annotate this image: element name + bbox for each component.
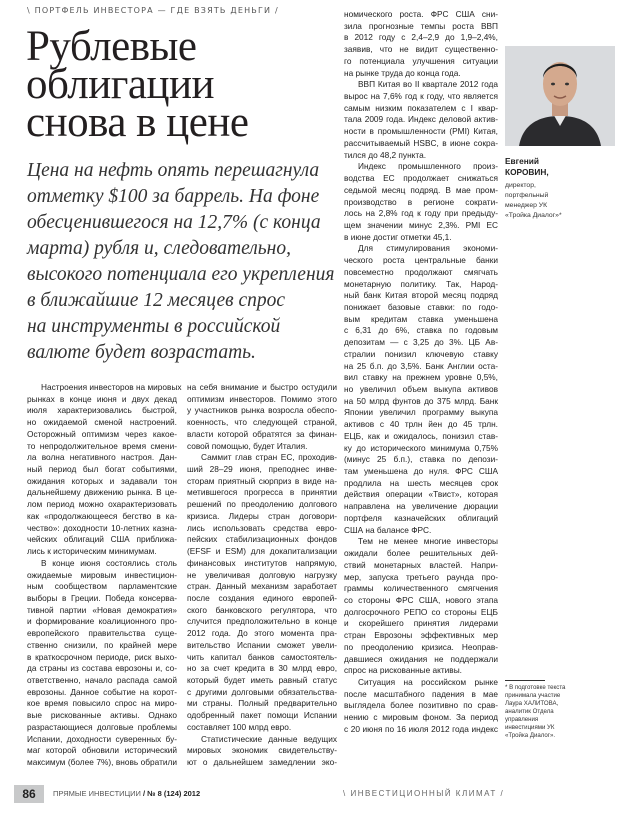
body-line: Для стимулирования экономи- — [358, 243, 498, 254]
body-line: ческого роста центральные банки — [344, 255, 498, 266]
body-line: повсеместно продолжают смягчать — [344, 266, 498, 277]
body-line: ственно снизили, по крайней мере — [27, 639, 177, 650]
footnote-line: аналитик Отдела — [505, 708, 554, 715]
body-line: В конце июня состоялись столь — [41, 557, 177, 568]
journal-name: ПРЯМЫЕ ИНВЕСТИЦИИ — [53, 789, 141, 798]
title-line: Рублевые — [26, 23, 197, 70]
body-line: Статистические данные ведущих — [201, 733, 337, 744]
body-line: самым низким показателем с I квар- — [344, 102, 498, 113]
journal-info — [53, 788, 200, 800]
body-line: Индекс промышленного произ- — [358, 161, 498, 172]
body-line: нению с мировым фоном. За период — [344, 712, 498, 723]
body-line: стран Еврозоны эффективных мер — [344, 630, 498, 641]
body-line: одобренный пакет помощи Испании — [187, 710, 337, 721]
body-line: ожидали более решительных дей- — [344, 548, 498, 559]
body-line: с 20 июня по 16 июля 2012 года индекс — [344, 723, 498, 734]
author-portrait-icon — [505, 46, 615, 146]
body-line: составляет 100 млрд евро. — [187, 721, 292, 732]
body-line: действия операции «Твист», которая — [344, 489, 498, 500]
body-line: ности в промышленности (PMI) Китая, — [344, 126, 498, 137]
body-line: тала 2009 года. Индекс деловой актив- — [344, 114, 498, 125]
body-line: с 6,31 до 6%, ставка по годовым — [344, 325, 498, 336]
body-line: ского банковского регулятора, что — [187, 604, 337, 615]
body-line: на себя внимание и быстро остудили — [187, 382, 337, 392]
body-line: да страны из состава еврозоны и, со- — [27, 663, 177, 674]
body-line: чить капитал банков самостоятель- — [187, 651, 337, 662]
footnote-divider — [505, 680, 545, 681]
body-line: лось на 2,8% год к году при предыду- — [344, 208, 498, 219]
body-line: Ситуация на российском рынке — [358, 676, 498, 687]
body-line: там уменьшена до нуля. ФРС США — [344, 466, 498, 477]
body-line: 2012 года. До этого момента пра- — [187, 628, 337, 639]
body-line: коенность, что следующей страной, — [187, 417, 337, 428]
body-line: маг которой обновили исторический — [27, 745, 177, 756]
body-line: но увеличил объем выкупа активов — [344, 384, 498, 394]
body-line: власти которой обратятся за финан- — [187, 428, 337, 439]
author-role-line: «Тройка Диалог»* — [505, 212, 562, 219]
body-line: ку до исторического минимума 0,75% — [344, 442, 498, 453]
body-line: ЕЦБ, как и ожидалось, понизил став- — [344, 430, 498, 441]
author-role-line: менеджер УК — [505, 202, 548, 209]
lead-line: марта) рубля и, следовательно, — [27, 238, 291, 259]
author-role — [505, 181, 562, 221]
footnote — [505, 684, 565, 740]
title-line: облигации — [26, 61, 215, 108]
body-line: сторам приятный сюрприз в виде на- — [187, 475, 337, 486]
body-line: Японии увеличил программу выкупа — [344, 407, 498, 418]
body-line: разрастающиеся долговые проблемы — [27, 721, 177, 732]
body-line: на 25 б.п. до 3,5%. Банк Англии оста- — [344, 360, 498, 371]
author-first-name: Евгений — [505, 156, 539, 166]
lead-line: валюте будет возрастать. — [27, 342, 256, 363]
body-line: граммы количественного смягчения — [344, 583, 498, 594]
body-line: у участников рынка возросла обеспо- — [187, 405, 337, 416]
body-line: го потенциала улучшения ситуации — [344, 55, 498, 66]
body-line: ший 28–29 июня, преподнес инве- — [187, 464, 337, 475]
title-line: снова в цене — [26, 99, 249, 146]
body-line: в июне достиг отметки 45,1. — [344, 231, 452, 242]
body-line: с другими долговыми обязательства- — [187, 686, 337, 697]
body-line: понижает базовые ставки: по годо- — [344, 301, 498, 312]
article-title — [26, 23, 326, 146]
body-line: стралии понизил ключевую ставку — [344, 348, 498, 359]
body-line: Осторожный оптимизм через какое- — [27, 428, 177, 439]
section-footer: \ ИНВЕСТИЦИОННЫЙ КЛИМАТ / — [343, 789, 505, 798]
body-line: тился до 48,2 пункта. — [344, 149, 427, 160]
footnote-line: принимала участие — [505, 692, 561, 699]
body-line: вил ставку на прежнем уровне 0,5%, — [344, 372, 498, 383]
body-line: на 50 млрд фунтов до 375 млрд. Банк — [344, 395, 498, 406]
body-line: после создания единого европей- — [187, 592, 337, 603]
body-line: случится предположительно в конце — [187, 616, 337, 627]
body-line: европейского правительства суще- — [27, 628, 177, 639]
section-rubric: \ ПОРТФЕЛЬ ИНВЕСТОРА — ГДЕ ВЗЯТЬ ДЕНЬГИ / — [27, 6, 279, 15]
body-column-1 — [27, 382, 182, 769]
author-role-line: портфельный — [505, 192, 549, 199]
author-last-name: КОРОВИН, — [505, 167, 549, 177]
body-line: но за счет кредита в 30 млрд евро, — [187, 663, 337, 674]
body-line: вырос на 7,6% год к году, что является — [344, 91, 498, 102]
body-line: седьмой месяц подряд. В мае пром- — [344, 184, 498, 195]
body-line: в 2012 году с 2,4–2,9 до 1,9–2,4%, — [344, 32, 498, 43]
body-line: ожидания которых и задавали тон — [27, 475, 177, 486]
body-line: чество»: доходности 10-летних казна- — [27, 522, 177, 533]
body-line: тивной партии «Новая демократия» — [27, 604, 177, 615]
lead-line: в ближайшие 12 месяцев спрос — [27, 290, 286, 311]
lead-line: высокого потенциала его укрепления — [27, 264, 335, 285]
body-line: пейских стабилизационных фондов — [187, 534, 337, 545]
body-line: кризиса. Лидеры стран договори- — [187, 510, 337, 521]
body-line: активов с 40 трлн йен до 45 трлн. — [344, 419, 498, 430]
body-line: (минус 25 б.п.), ставка по депози- — [344, 454, 498, 465]
body-line: метившегося прогресса в принятии — [187, 487, 337, 498]
body-line: вительство Испании сможет увели- — [187, 639, 337, 650]
body-line: США на балансе ФРС. — [344, 524, 432, 535]
body-line: ла волна негативного настроя. Дан- — [27, 452, 177, 463]
footnote-line: Лаура ХАЛИТОВА, — [505, 700, 559, 707]
body-line: лом период можно охарактеризовать — [27, 499, 177, 510]
body-line: по преодолению кризиса. Неоправ- — [344, 641, 498, 652]
body-line: на рынке труда до конца года. — [344, 67, 461, 78]
footnote-line: «Тройка Диалог». — [505, 732, 556, 739]
body-line: лись использовать средства евро- — [187, 522, 337, 533]
lead-line: отметку $100 за баррель. На фоне — [27, 186, 320, 207]
body-line: совой помощью, будет Италия. — [187, 440, 308, 451]
body-line: Испании, доходности суверенных бу- — [27, 733, 177, 744]
lead-line: на инструменты в российской — [27, 316, 281, 337]
body-line: стран. Данный механизм заработает — [187, 581, 337, 592]
body-line: заявив, что не видит существенно- — [344, 44, 498, 55]
body-line: портфеля казначейских облигаций — [344, 512, 498, 523]
body-line: ожидаемые мировым инвестицион- — [27, 569, 177, 580]
footnote-line: * В подготовке текста — [505, 684, 566, 691]
body-line: но ожидаемой сменой настроений. — [27, 417, 177, 428]
body-column-2 — [187, 382, 337, 769]
body-line: вые рискованные активы. Однако — [27, 710, 177, 721]
body-line: рынках в конце июня и двух декад — [27, 393, 177, 404]
lead-line: обесценившегося на 12,7% (с конца — [27, 212, 321, 233]
body-line: ми страны. Полный предварительно — [187, 698, 337, 709]
page-number: 86 — [14, 785, 44, 803]
body-line: монетарную политику. Так, Народ- — [344, 278, 498, 289]
body-line: финансовых институтов напрямую, — [187, 557, 337, 568]
body-line: зила прогнозные темпы роста ВВП — [344, 20, 498, 31]
body-line: мер, запуска третьего раунда про- — [344, 571, 498, 582]
lead-line: Цена на нефть опять перешагнула — [27, 160, 320, 181]
body-line: который будет иметь равный статус — [187, 674, 337, 685]
body-line: рассчитываемый HSBC, в июне сокра- — [344, 137, 498, 148]
author-name — [505, 156, 549, 178]
body-line: направлена на увеличение дюрации — [344, 501, 498, 512]
body-line: выглядела более позитивно по срав- — [344, 700, 498, 711]
body-line: производство в регионе сократи- — [344, 196, 498, 207]
body-line: ют о дальнейшем замедлении эко- — [187, 757, 337, 767]
body-line: дальнейшему движению рынка. В це- — [27, 487, 177, 498]
body-line: чейских облигаций США приближа- — [27, 534, 177, 545]
body-line: мировых экономик свидетельству- — [187, 745, 337, 756]
body-line: ный период был богат событиями, — [27, 464, 177, 475]
author-role-line: директор, — [505, 182, 536, 189]
body-line: водства ЕС продолжает снижаться — [344, 173, 498, 184]
body-line: максимум (более 7%), вновь обратили — [27, 757, 177, 767]
body-line: не увеличивая долговую нагрузку — [187, 569, 337, 580]
body-line: щем значении минус 2,3%. PMI ЕС — [344, 219, 498, 230]
body-line: решений по преодолению долгового — [187, 499, 337, 510]
article-lead — [27, 158, 335, 366]
body-line: оптимизм инвесторов. Помимо этого — [187, 393, 337, 404]
body-line: то непродолжительное время смени- — [27, 440, 177, 451]
body-line: ствий монетарных властей. Напри- — [344, 559, 498, 570]
author-photo — [505, 46, 615, 146]
body-line: после масштабного падения в мае — [344, 688, 498, 699]
body-line: номического роста. ФРС США сни- — [344, 9, 498, 19]
body-line: и формирование коалиционного про- — [27, 616, 177, 627]
body-line: кое время повысило спрос на миро- — [27, 698, 177, 709]
body-line: Саммит глав стран ЕС, проходив- — [201, 452, 337, 463]
body-line: продлила на шесть месяцев срок — [344, 477, 498, 488]
body-line: ный банк Китая второй месяц подряд — [344, 290, 498, 301]
body-line: еврозоны. Данное событие на корот- — [27, 686, 177, 697]
body-line: (EFSF и ESM) для докапитализации — [187, 546, 337, 557]
body-line: выборы в Греции. Победа консерва- — [27, 592, 177, 603]
body-line: июля характеризовались быстрой, — [27, 405, 177, 416]
body-line: вым кредитам ставка уменьшена — [344, 313, 498, 324]
body-line: ВВП Китая во II квартале 2012 года — [358, 79, 498, 90]
body-line: Тем не менее многие инвесторы — [358, 536, 498, 547]
body-line: как «продолжающееся бегство в ка- — [27, 510, 177, 521]
body-line: со стороны ФРС США, нового этапа — [344, 594, 498, 605]
body-line: долгосрочного РЕПО со стороны ЕЦБ — [344, 606, 498, 617]
body-line: Настроения инвесторов на мировых — [41, 382, 182, 392]
body-line: ответственно, начало распада самой — [27, 674, 177, 685]
journal-issue: / № 8 (124) 2012 — [143, 789, 201, 798]
footnote-line: инвестициями УК — [505, 724, 555, 731]
body-line: ным сообществом парламентские — [27, 581, 177, 592]
body-line: и скорейшего принятия лидерами — [344, 618, 498, 629]
body-line: давшиеся ожидания не поддержали — [344, 653, 498, 664]
body-line: лись к историческим минимумам. — [27, 546, 157, 557]
body-line: спрос на рискованные активы. — [344, 665, 462, 676]
footnote-line: управления — [505, 716, 539, 723]
body-line: депозитам — с 3,25 до 3%. ЦБ Ав- — [344, 337, 498, 348]
body-line: в краткосрочном периоде, риск выхо- — [27, 651, 177, 662]
body-column-3 — [344, 9, 498, 736]
